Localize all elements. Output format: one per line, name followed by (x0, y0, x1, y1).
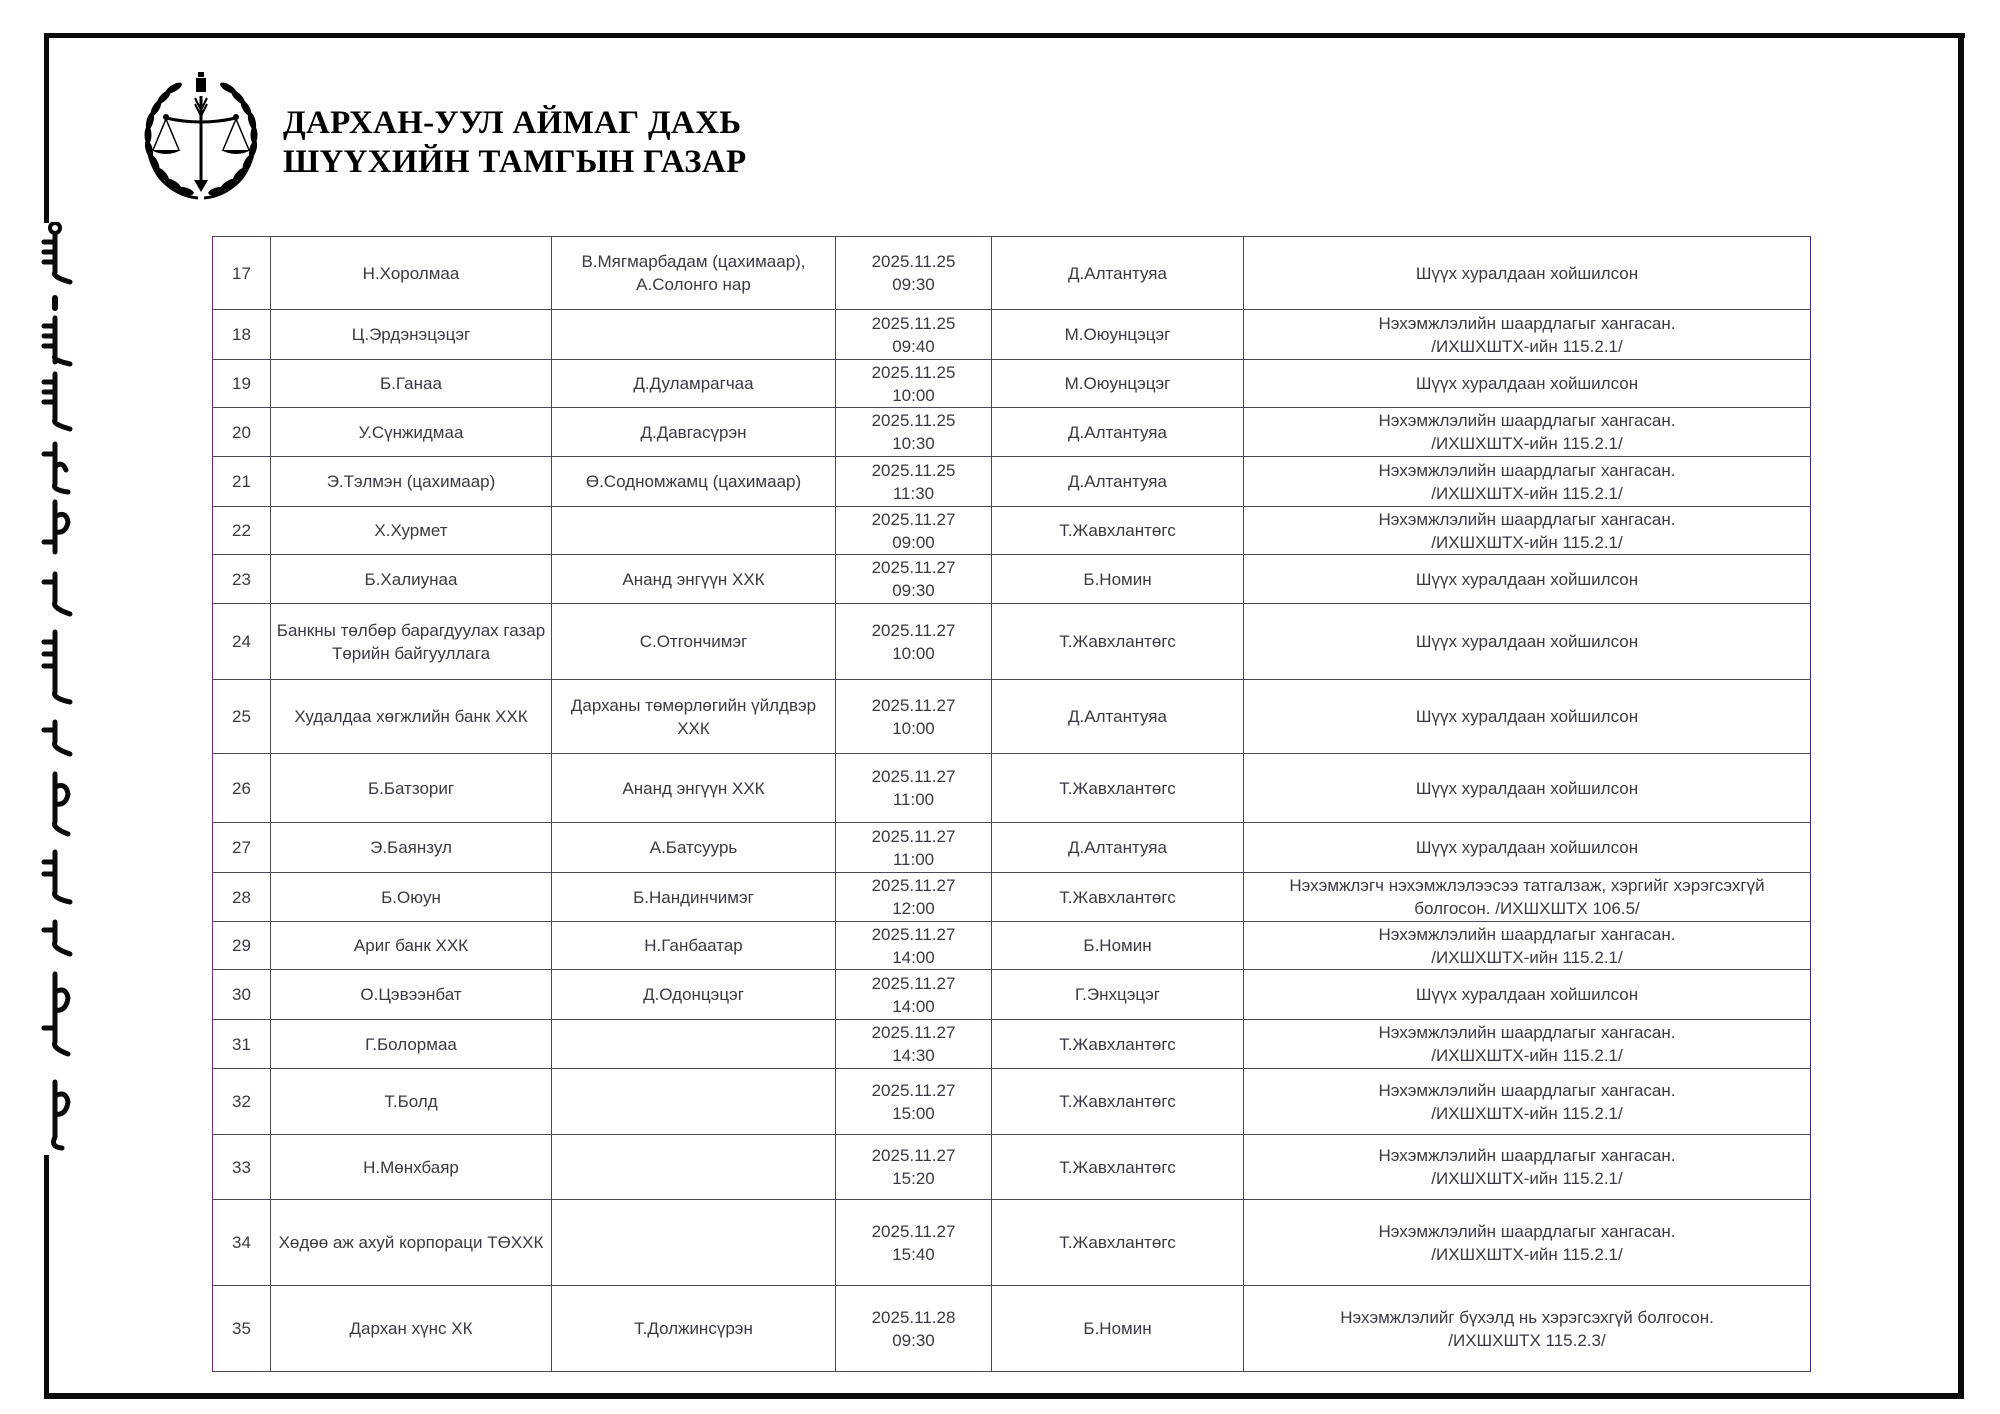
plaintiff-name: Б.Оюун (381, 887, 441, 907)
status-cell (1244, 680, 1811, 754)
hearing-time: 10:00 (892, 643, 935, 663)
hearing-date: 2025.11.27 (871, 695, 956, 715)
defendant-name: Д.Давгасүрэн (640, 422, 747, 442)
table-row (213, 1069, 1811, 1135)
hearing-time: 14:00 (892, 947, 935, 967)
table-row (213, 237, 1811, 310)
plaintiff-cell (271, 922, 552, 970)
row-number: 19 (232, 374, 251, 393)
row-number: 27 (232, 838, 251, 857)
judge-cell (992, 310, 1244, 360)
status-line-2: /ИХШХШТХ-ийн 115.2.1/ (1431, 1103, 1623, 1123)
row-number-cell (213, 408, 271, 457)
hearing-time: 14:30 (892, 1046, 935, 1065)
hearing-date: 2025.11.27 (871, 876, 956, 895)
datetime-cell (836, 507, 992, 555)
table-body (213, 237, 1811, 1372)
judge-cell (992, 754, 1244, 823)
row-number-cell (213, 922, 271, 970)
defendant-cell (552, 922, 836, 970)
row-number: 20 (232, 422, 251, 442)
defendant-cell (552, 970, 836, 1020)
row-number-cell (213, 507, 271, 555)
row-number: 32 (232, 1092, 251, 1111)
hearing-date: 2025.11.27 (871, 1023, 956, 1042)
plaintiff-cell (271, 408, 552, 457)
hearing-date: 2025.11.28 (871, 1307, 956, 1327)
row-number-cell (213, 1135, 271, 1200)
status-cell (1244, 922, 1811, 970)
plaintiff-name: Н.Мөнхбаяр (363, 1157, 459, 1177)
defendant-name: Дарханы төмөрлөгийн үйлдвэр ХХК (570, 695, 817, 738)
table-row (213, 823, 1811, 873)
hearing-time: 09:30 (892, 581, 935, 600)
status-cell (1244, 360, 1811, 408)
plaintiff-name: Э.Баянзул (370, 838, 452, 857)
plaintiff-cell (271, 1020, 552, 1069)
plaintiff-name: Ц.Эрдэнэцэцэг (351, 325, 471, 344)
status-line-2: /ИХШХШТХ-ийн 115.2.1/ (1431, 1169, 1623, 1188)
defendant-name: Н.Ганбаатар (644, 936, 743, 955)
judge-name: Т.Жавхлантөгс (1059, 1233, 1176, 1252)
status-line-1: Нэхэмжлэлийн шаардлагыг хангасан. (1378, 509, 1676, 529)
table-row (213, 922, 1811, 970)
table-row (213, 507, 1811, 555)
row-number-cell (213, 604, 271, 680)
row-number-cell (213, 873, 271, 922)
defendant-cell (552, 360, 836, 408)
row-number: 30 (232, 985, 251, 1004)
row-number-cell (213, 555, 271, 604)
defendant-name: С.Отгончимэг (639, 632, 748, 651)
row-number: 34 (232, 1233, 251, 1252)
judge-name: Т.Жавхлантөгс (1059, 887, 1176, 907)
datetime-cell (836, 1069, 992, 1135)
judge-name: Т.Жавхлантөгс (1059, 1034, 1176, 1054)
plaintiff-cell (271, 970, 552, 1020)
defendant-name: Д.Одонцэцэг (643, 985, 744, 1004)
row-number-cell (213, 360, 271, 408)
title-line-2: ШҮҮХИЙН ТАМГЫН ГАЗАР (283, 144, 747, 180)
row-number: 29 (232, 936, 251, 955)
row-number-cell (213, 1286, 271, 1372)
defendant-name: Т.Должинсүрэн (634, 1319, 753, 1338)
judge-name: Д.Алтантуяа (1068, 422, 1167, 442)
judge-name: Д.Алтантуяа (1068, 472, 1167, 491)
status-cell (1244, 1135, 1811, 1200)
judge-cell (992, 237, 1244, 310)
datetime-cell (836, 310, 992, 360)
datetime-cell (836, 457, 992, 507)
judge-cell (992, 680, 1244, 754)
status-line-2: /ИХШХШТХ-ийн 115.2.1/ (1431, 336, 1623, 356)
row-number: 31 (232, 1034, 251, 1054)
datetime-cell (836, 1135, 992, 1200)
judge-name: Д.Алтантуяа (1068, 838, 1167, 857)
defendant-cell (552, 1020, 836, 1069)
plaintiff-name: Б.Халиунаа (364, 569, 458, 589)
hearing-time: 09:40 (892, 336, 935, 356)
judge-name: Д.Алтантуяа (1068, 263, 1167, 283)
hearing-time: 10:30 (892, 434, 935, 453)
judge-cell (992, 1069, 1244, 1135)
plaintiff-name: Хөдөө аж ахуй корпораци ТӨХХК (278, 1233, 544, 1252)
table-row (213, 555, 1811, 604)
row-number: 26 (232, 778, 251, 798)
status-cell (1244, 457, 1811, 507)
table-row (213, 1020, 1811, 1069)
hearing-date: 2025.11.27 (871, 973, 956, 993)
plaintiff-name: Э.Тэлмэн (цахимаар) (326, 472, 496, 491)
hearing-date: 2025.11.27 (871, 509, 956, 529)
hearing-time: 11:30 (892, 483, 935, 503)
status-line-2: /ИХШХШТХ 115.2.3/ (1448, 1330, 1606, 1350)
status-cell (1244, 1020, 1811, 1069)
table-row (213, 873, 1811, 922)
row-number-cell (213, 457, 271, 507)
status-line-1: Нэхэмжлэлийн шаардлагыг хангасан. (1378, 1221, 1676, 1241)
status-cell (1244, 604, 1811, 680)
hearing-date: 2025.11.25 (871, 460, 956, 480)
row-number-cell (213, 754, 271, 823)
defendant-cell (552, 604, 836, 680)
status-line-2: /ИХШХШТХ-ийн 115.2.1/ (1431, 483, 1623, 503)
status-line-1: Нэхэмжлэлийн шаардлагыг хангасан. (1378, 460, 1676, 480)
datetime-cell (836, 555, 992, 604)
title-line-1: ДАРХАН-УУЛ АЙМАГ ДАХЬ (283, 105, 742, 141)
table-row (213, 310, 1811, 360)
hearing-time: 10:00 (892, 718, 935, 738)
judge-name: М.Оюунцэцэг (1064, 374, 1171, 393)
defendant-name: Ананд энгүүн ХХК (622, 778, 765, 798)
status-cell (1244, 754, 1811, 823)
plaintiff-name: Н.Хоролмаа (362, 263, 460, 283)
status-cell (1244, 310, 1811, 360)
status-line-2: /ИХШХШТХ-ийн 115.2.1/ (1431, 532, 1623, 552)
defendant-cell (552, 408, 836, 457)
page-frame-bottom (44, 1393, 1964, 1399)
defendant-name: А.Батсуурь (649, 838, 738, 857)
defendant-cell (552, 1135, 836, 1200)
datetime-cell (836, 1200, 992, 1286)
hearing-time: 09:30 (892, 275, 935, 294)
judge-cell (992, 873, 1244, 922)
plaintiff-name: Г.Болормаа (365, 1034, 457, 1054)
plaintiff-cell (271, 1200, 552, 1286)
judge-cell (992, 507, 1244, 555)
defendant-cell (552, 1286, 836, 1372)
datetime-cell (836, 922, 992, 970)
status-line-1: Нэхэмжлэлийг бүхэлд нь хэрэгсэхгүй болгосон. (1340, 1307, 1714, 1327)
status-line-1: Нэхэмжлэлийн шаардлагыг хангасан. (1378, 1080, 1676, 1100)
judge-name: Б.Номин (1083, 1319, 1152, 1338)
row-number-cell (213, 1200, 271, 1286)
plaintiff-cell (271, 604, 552, 680)
mongolian-script-band (22, 222, 82, 1152)
judge-name: Б.Номин (1083, 569, 1152, 589)
status-cell (1244, 1200, 1811, 1286)
row-number: 35 (232, 1319, 251, 1338)
datetime-cell (836, 873, 992, 922)
status-cell (1244, 237, 1811, 310)
status-line-1: Нэхэмжлэгч нэхэмжлэлээсээ татгалзаж, хэргийг хэрэгсэхгүй (1289, 876, 1765, 895)
row-number: 18 (232, 325, 251, 344)
datetime-cell (836, 680, 992, 754)
defendant-cell (552, 873, 836, 922)
table-row (213, 360, 1811, 408)
judge-name: Г.Энхцэцэг (1075, 985, 1160, 1004)
status-cell (1244, 970, 1811, 1020)
defendant-name: Б.Нандинчимэг (633, 887, 754, 907)
hearing-time: 15:20 (892, 1169, 935, 1188)
plaintiff-cell (271, 507, 552, 555)
status-line-2: болгосон. /ИХШХШТХ 106.5/ (1414, 899, 1640, 918)
plaintiff-cell (271, 754, 552, 823)
status-cell (1244, 1069, 1811, 1135)
status-line-1: Шүүх хуралдаан хойшилсон (1415, 569, 1639, 589)
court-emblem-icon (138, 70, 264, 202)
court-hearing-table (212, 236, 1811, 1372)
plaintiff-name: Б.Ганаа (380, 374, 442, 393)
status-line-1: Нэхэмжлэлийн шаардлагыг хангасан. (1378, 313, 1676, 333)
plaintiff-cell (271, 823, 552, 873)
page-frame-right (1958, 33, 1964, 1399)
plaintiff-cell (271, 457, 552, 507)
plaintiff-name: Б.Батзориг (367, 778, 455, 798)
datetime-cell (836, 970, 992, 1020)
hearing-date: 2025.11.27 (871, 1221, 956, 1241)
table-row (213, 970, 1811, 1020)
defendant-cell (552, 555, 836, 604)
defendant-cell (552, 457, 836, 507)
row-number-cell (213, 970, 271, 1020)
plaintiff-cell (271, 310, 552, 360)
table-row (213, 1135, 1811, 1200)
judge-name: Т.Жавхлантөгс (1059, 1157, 1176, 1177)
status-line-1: Шүүх хуралдаан хойшилсон (1415, 374, 1639, 393)
defendant-cell (552, 1069, 836, 1135)
defendant-cell (552, 237, 836, 310)
plaintiff-cell (271, 555, 552, 604)
row-number: 22 (232, 521, 251, 540)
page-frame-left-lower (44, 1155, 49, 1399)
datetime-cell (836, 1286, 992, 1372)
plaintiff-name: Худалдаа хөгжлийн банк ХХК (294, 707, 528, 726)
hearing-time: 15:40 (892, 1244, 935, 1264)
plaintiff-name: О.Цэвээнбат (360, 985, 462, 1004)
defendant-name: Ананд энгүүн ХХК (622, 569, 765, 589)
table-row (213, 680, 1811, 754)
hearing-time: 15:00 (892, 1103, 935, 1123)
datetime-cell (836, 237, 992, 310)
status-line-1: Шүүх хуралдаан хойшилсон (1415, 778, 1639, 798)
status-line-1: Нэхэмжлэлийн шаардлагыг хангасан. (1378, 1023, 1676, 1042)
judge-cell (992, 1135, 1244, 1200)
hearing-time: 11:00 (892, 790, 935, 809)
status-line-1: Нэхэмжлэлийн шаардлагыг хангасан. (1378, 411, 1676, 430)
status-line-1: Нэхэмжлэлийн шаардлагыг хангасан. (1378, 1146, 1676, 1165)
plaintiff-cell (271, 1286, 552, 1372)
row-number: 24 (232, 632, 251, 651)
status-line-2: /ИХШХШТХ-ийн 115.2.1/ (1431, 1046, 1623, 1065)
judge-cell (992, 360, 1244, 408)
plaintiff-name: Дархан хүнс ХК (349, 1319, 473, 1338)
row-number-cell (213, 237, 271, 310)
defendant-cell (552, 507, 836, 555)
table-row (213, 604, 1811, 680)
datetime-cell (836, 360, 992, 408)
plaintiff-cell (271, 680, 552, 754)
judge-cell (992, 604, 1244, 680)
datetime-cell (836, 823, 992, 873)
datetime-cell (836, 1020, 992, 1069)
defendant-cell (552, 1200, 836, 1286)
plaintiff-cell (271, 873, 552, 922)
hearing-date: 2025.11.25 (871, 252, 956, 271)
page-frame-left-upper (44, 33, 49, 223)
defendant-cell (552, 754, 836, 823)
institution-title (283, 104, 746, 182)
row-number-cell (213, 1069, 271, 1135)
status-line-1: Шүүх хуралдаан хойшилсон (1415, 263, 1639, 283)
status-line-1: Шүүх хуралдаан хойшилсон (1415, 985, 1639, 1004)
status-line-2: /ИХШХШТХ-ийн 115.2.1/ (1431, 947, 1623, 967)
judge-cell (992, 1020, 1244, 1069)
hearing-time: 10:00 (892, 385, 935, 405)
plaintiff-cell (271, 1069, 552, 1135)
status-line-1: Шүүх хуралдаан хойшилсон (1415, 632, 1639, 651)
hearing-date: 2025.11.25 (871, 362, 956, 382)
status-cell (1244, 507, 1811, 555)
judge-cell (992, 457, 1244, 507)
judge-cell (992, 1286, 1244, 1372)
hearing-date: 2025.11.27 (871, 558, 956, 577)
row-number: 25 (232, 707, 251, 726)
judge-name: Т.Жавхлантөгс (1059, 778, 1176, 798)
table-row (213, 1200, 1811, 1286)
defendant-name: Ө.Содномжамц (цахимаар) (585, 472, 802, 491)
judge-cell (992, 555, 1244, 604)
hearing-date: 2025.11.27 (871, 826, 956, 846)
judge-cell (992, 922, 1244, 970)
page-frame-top (44, 33, 1965, 38)
row-number-cell (213, 680, 271, 754)
hearing-date: 2025.11.27 (871, 924, 956, 944)
datetime-cell (836, 408, 992, 457)
row-number: 28 (232, 887, 251, 907)
judge-name: Т.Жавхлантөгс (1059, 521, 1176, 540)
hearing-date: 2025.11.25 (871, 411, 956, 430)
table-row (213, 754, 1811, 823)
status-line-2: /ИХШХШТХ-ийн 115.2.1/ (1431, 1244, 1623, 1264)
status-line-1: Шүүх хуралдаан хойшилсон (1415, 707, 1639, 726)
status-line-1: Шүүх хуралдаан хойшилсон (1415, 838, 1639, 857)
judge-name: Т.Жавхлантөгс (1059, 1092, 1176, 1111)
judge-name: Б.Номин (1083, 936, 1152, 955)
table-row (213, 457, 1811, 507)
hearing-time: 11:00 (892, 849, 935, 869)
defendant-cell (552, 680, 836, 754)
row-number-cell (213, 310, 271, 360)
judge-name: Д.Алтантуяа (1068, 707, 1167, 726)
judge-cell (992, 1200, 1244, 1286)
defendant-name: В.Мягмарбадам (цахимаар), А.Солонго нар (581, 252, 806, 294)
hearing-date: 2025.11.27 (871, 1080, 956, 1100)
judge-cell (992, 408, 1244, 457)
defendant-cell (552, 310, 836, 360)
status-cell (1244, 823, 1811, 873)
defendant-cell (552, 823, 836, 873)
status-line-1: Нэхэмжлэлийн шаардлагыг хангасан. (1378, 924, 1676, 944)
status-cell (1244, 1286, 1811, 1372)
judge-cell (992, 823, 1244, 873)
judge-name: Т.Жавхлантөгс (1059, 632, 1176, 651)
hearing-time: 09:30 (892, 1330, 935, 1350)
datetime-cell (836, 754, 992, 823)
hearing-date: 2025.11.27 (871, 1146, 956, 1165)
hearing-date: 2025.11.25 (871, 313, 956, 333)
plaintiff-name: Банкны төлбөр барагдуулах газар Төрийн байгууллага (276, 620, 546, 663)
plaintiff-cell (271, 1135, 552, 1200)
row-number: 33 (232, 1157, 251, 1177)
status-cell (1244, 555, 1811, 604)
table-row (213, 408, 1811, 457)
row-number: 23 (232, 569, 251, 589)
status-line-2: /ИХШХШТХ-ийн 115.2.1/ (1431, 434, 1623, 453)
plaintiff-name: У.Сүнжидмаа (358, 422, 464, 442)
plaintiff-cell (271, 360, 552, 408)
status-cell (1244, 408, 1811, 457)
row-number: 17 (232, 263, 251, 283)
datetime-cell (836, 604, 992, 680)
row-number-cell (213, 823, 271, 873)
hearing-time: 09:00 (892, 532, 935, 552)
judge-cell (992, 970, 1244, 1020)
status-cell (1244, 873, 1811, 922)
hearing-date: 2025.11.27 (871, 767, 956, 786)
hearing-time: 14:00 (892, 996, 935, 1016)
plaintiff-name: Ариг банк ХХК (353, 936, 469, 955)
plaintiff-cell (271, 237, 552, 310)
hearing-date: 2025.11.27 (871, 620, 956, 640)
table-row (213, 1286, 1811, 1372)
row-number-cell (213, 1020, 271, 1069)
row-number: 21 (232, 472, 251, 491)
judge-name: М.Оюунцэцэг (1064, 325, 1171, 344)
plaintiff-name: Х.Хурмет (374, 521, 448, 540)
hearing-time: 12:00 (892, 899, 935, 918)
plaintiff-name: Т.Болд (384, 1092, 438, 1111)
defendant-name: Д.Дуламрагчаа (633, 374, 754, 393)
